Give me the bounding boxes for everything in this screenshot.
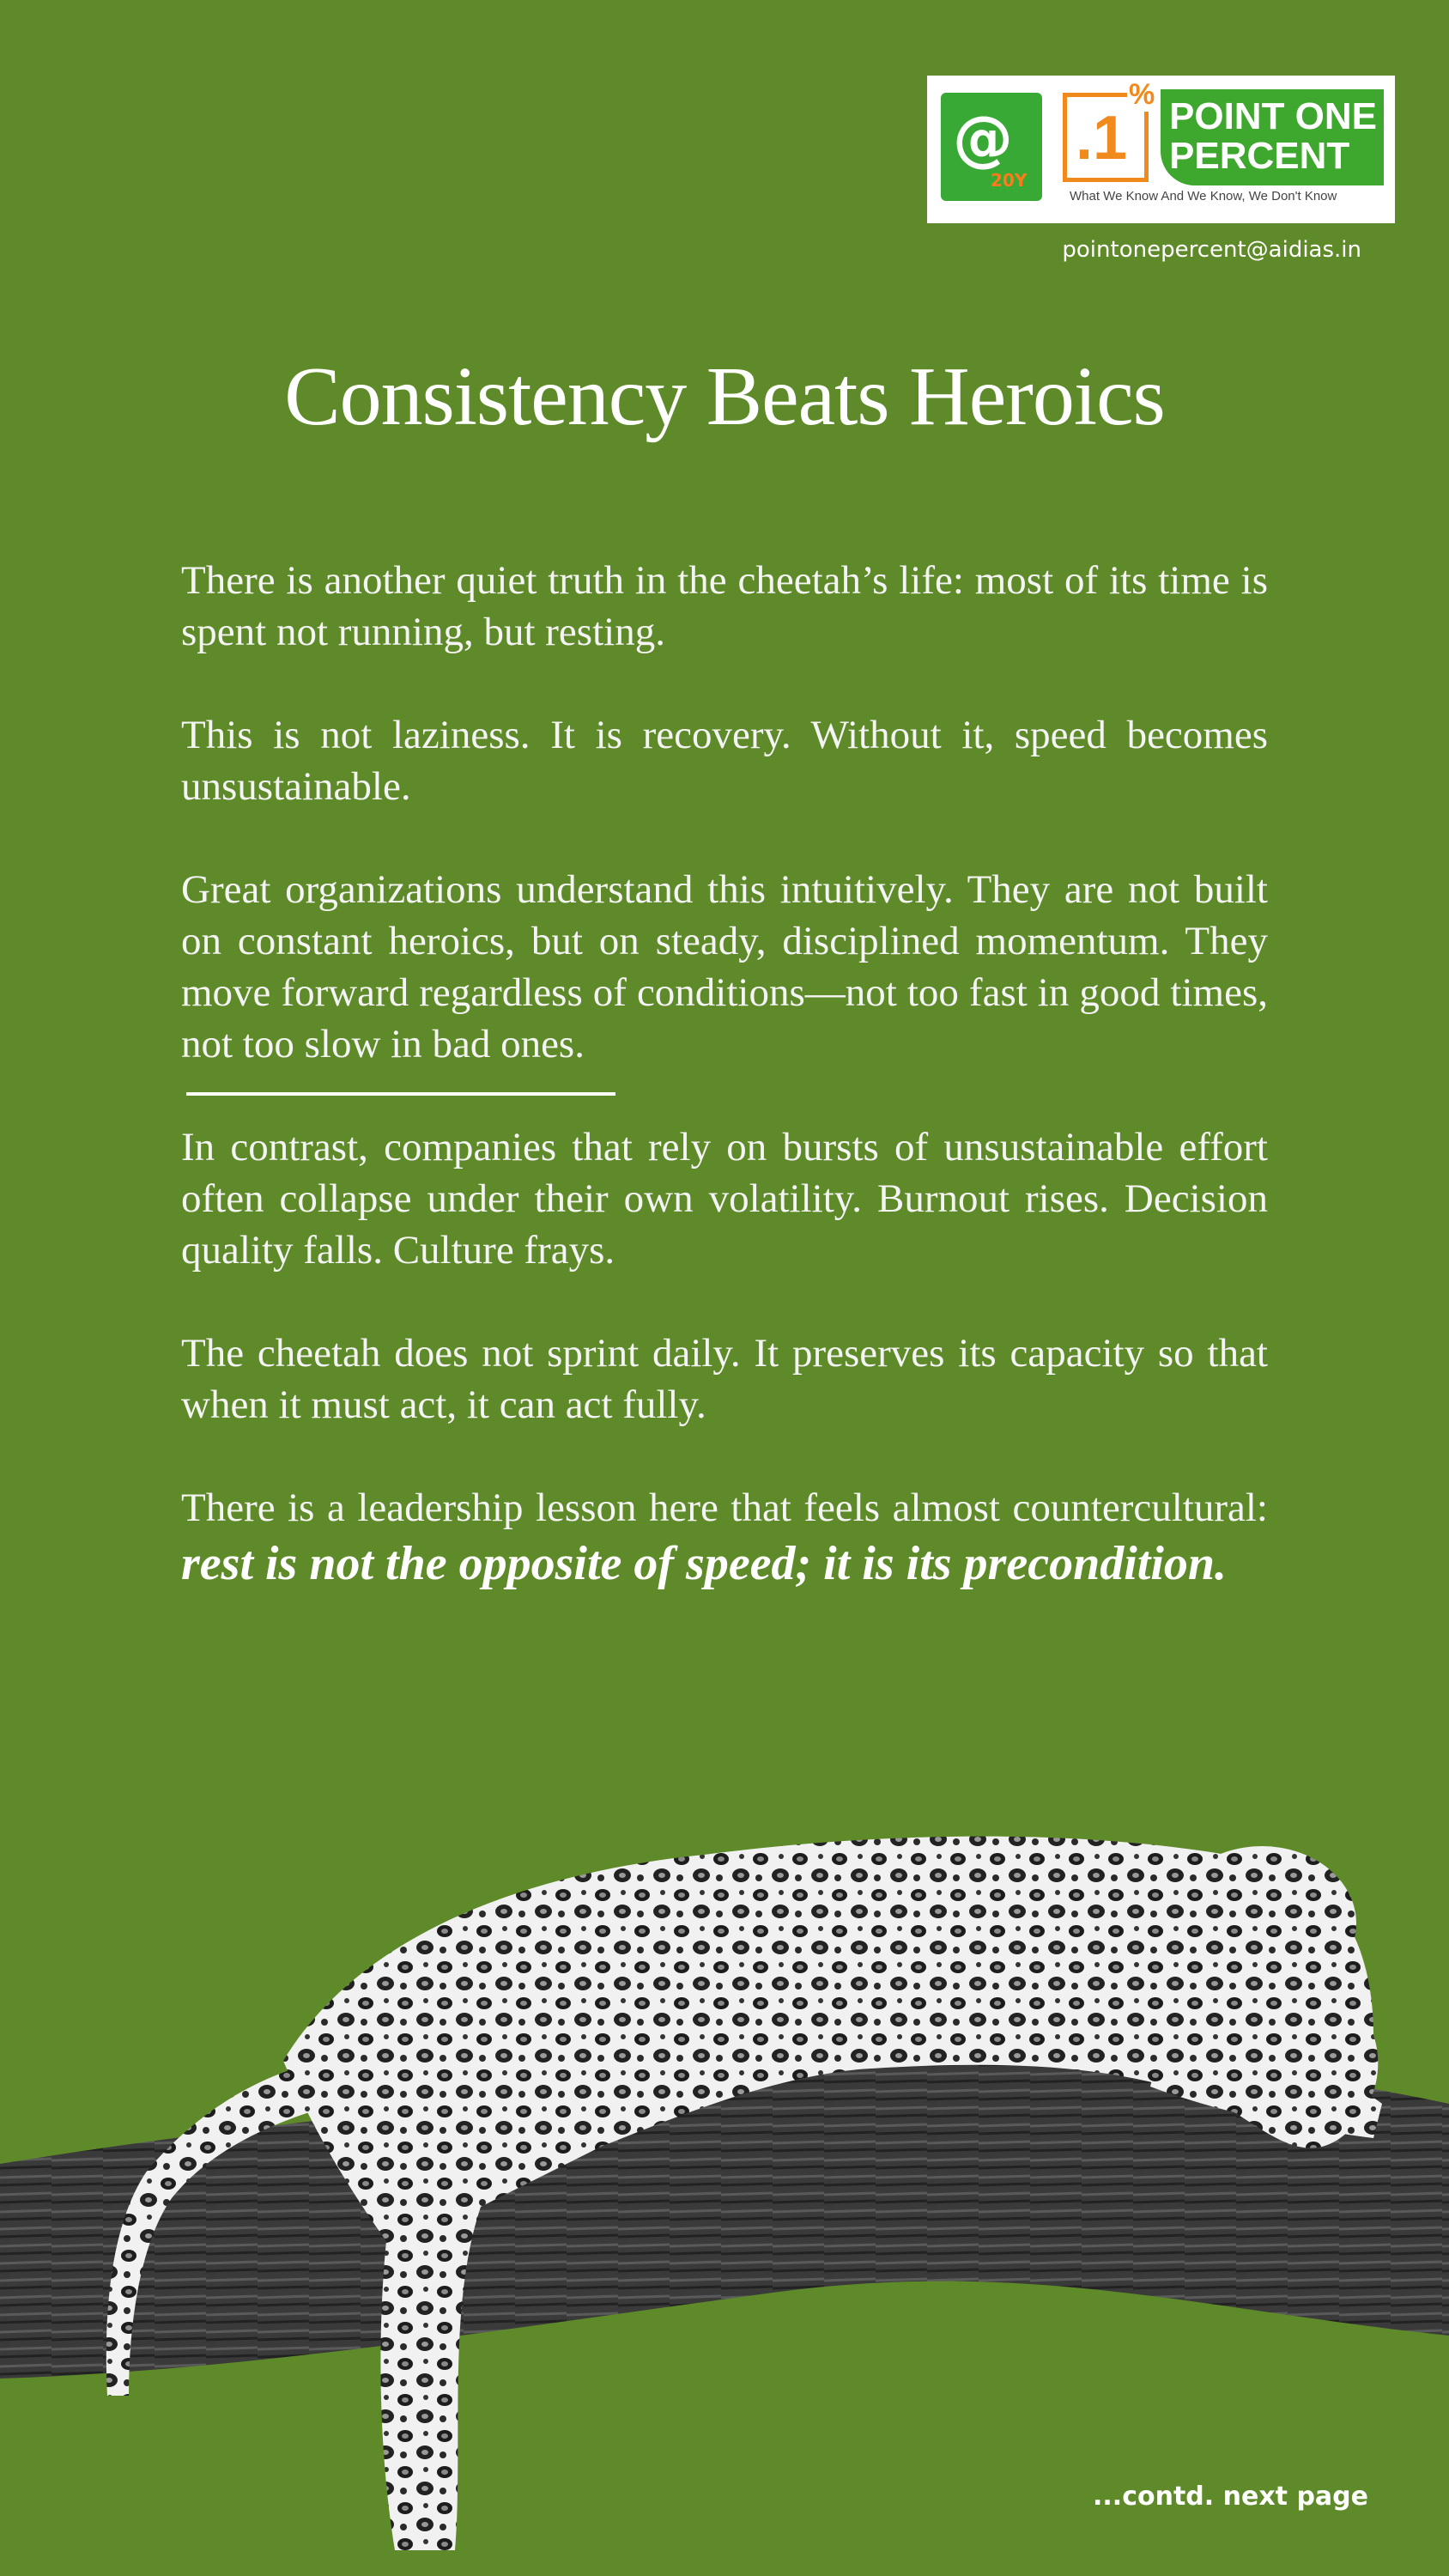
percent-number: .1	[1076, 104, 1128, 173]
brand-tagline: What We Know And We Know, We Don't Know	[1070, 189, 1337, 204]
article-body	[181, 555, 1268, 1645]
percent-sign: %	[1129, 78, 1155, 111]
brand-line-2: PERCENT	[1169, 135, 1350, 177]
at-hand-icon: @ 20Y	[941, 93, 1042, 201]
brand-logo	[927, 76, 1395, 223]
page-title: Consistency Beats Heroics	[284, 350, 1165, 443]
logo-year: 20Y	[991, 170, 1028, 191]
leopard-head	[1167, 1846, 1356, 2001]
paragraph-3: Great organizations understand this intuitively. They are not built on constant heroics, but on steady, disciplined momentum. They move forward regardless of conditions—not too fast in good times, not too slow in bad ones.	[181, 867, 1268, 1066]
continued-note: ...contd. next page	[1093, 2482, 1368, 2512]
closing-paragraph	[181, 1482, 1268, 1594]
paragraph-4: In contrast, companies that rely on bursts of unsustainable effort often collapse under their own volatility. Burnout rises. Decision quality falls. Culture frays.	[181, 1125, 1268, 1273]
percent-badge	[1063, 78, 1155, 182]
section-divider	[186, 1092, 615, 1096]
brand-line-1: POINT ONE	[1169, 95, 1378, 137]
closing-lead: There is a leadership lesson here that feels almost countercultural:	[181, 1485, 1268, 1530]
closing-emphasis: rest is not the opposite of speed; it is its precondition.	[181, 1537, 1228, 1590]
paragraph-2: This is not laziness. It is recovery. Without it, speed becomes unsustainable.	[181, 713, 1268, 809]
resting-leopard-illustration	[0, 1777, 1449, 2576]
paragraph-1: There is another quiet truth in the cheetah’s life: most of its time is spent not running, but resting.	[181, 558, 1268, 654]
brand-name-block	[1161, 89, 1384, 185]
paragraph-5: The cheetah does not sprint daily. It preserves its capacity so that when it must act, it can act fully.	[181, 1331, 1268, 1427]
contact-email: pointonepercent@aidias.in	[1062, 237, 1361, 263]
